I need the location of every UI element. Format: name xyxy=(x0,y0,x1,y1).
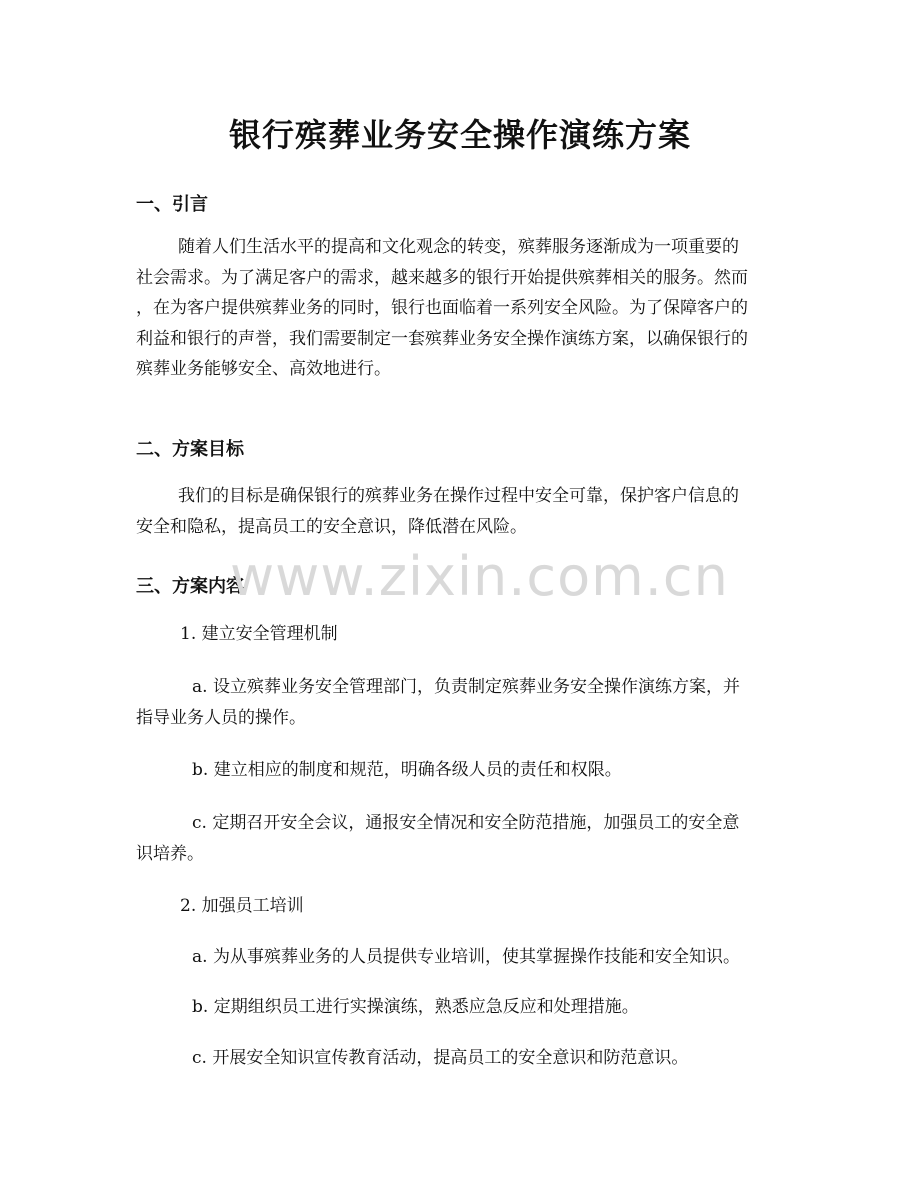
paragraph-line: 利益和银行的声誉，我们需要制定一套殡葬业务安全操作演练方案，以确保银行的 xyxy=(136,328,748,349)
list-item-2: 2. 加强员工培训 xyxy=(180,896,304,916)
list-item-1b: b. 建立相应的制度和规范，明确各级人员的责任和权限。 xyxy=(192,760,622,780)
watermark: www.zixin.com.cn xyxy=(230,545,729,608)
paragraph-line: ，在为客户提供殡葬业务的同时，银行也面临着一系列安全风险。为了保障客户的 xyxy=(136,298,748,318)
paragraph-line: 我们的目标是确保银行的殡葬业务在操作过程中安全可靠，保护客户信息的 xyxy=(178,486,739,506)
list-item-1a-line2: 指导业务人员的操作。 xyxy=(136,708,306,728)
intro-paragraph xyxy=(136,232,786,385)
section-heading-intro: 一、引言 xyxy=(136,194,208,215)
list-item-2a: a. 为从事殡葬业务的人员提供专业培训，使其掌握操作技能和安全知识。 xyxy=(192,947,740,967)
list-item-1a-line1: a. 设立殡葬业务安全管理部门，负责制定殡葬业务安全操作演练方案，并 xyxy=(192,677,740,697)
paragraph-line: 殡葬业务能够安全、高效地进行。 xyxy=(136,359,391,379)
section-heading-goal: 二、方案目标 xyxy=(136,439,244,460)
list-item-1: 1. 建立安全管理机制 xyxy=(180,624,338,644)
paragraph-line: 社会需求。为了满足客户的需求，越来越多的银行开始提供殡葬相关的服务。然而 xyxy=(136,267,748,288)
list-item-1c-line1: c. 定期召开安全会议，通报安全情况和安全防范措施，加强员工的安全意 xyxy=(192,813,740,833)
list-item-2b: b. 定期组织员工进行实操演练，熟悉应急反应和处理措施。 xyxy=(192,997,639,1017)
goal-paragraph xyxy=(136,481,786,542)
section-heading-content: 三、方案内容 xyxy=(136,576,244,597)
list-item-1c-line2: 识培养。 xyxy=(136,844,204,864)
paragraph-line: 安全和隐私，提高员工的安全意识，降低潜在风险。 xyxy=(136,516,527,537)
paragraph-line: 随着人们生活水平的提高和文化观念的转变，殡葬服务逐渐成为一项重要的 xyxy=(178,237,739,257)
list-item-2c: c. 开展安全知识宣传教育活动，提高员工的安全意识和防范意识。 xyxy=(192,1048,689,1068)
document-title: 银行殡葬业务安全操作演练方案 xyxy=(228,116,691,154)
